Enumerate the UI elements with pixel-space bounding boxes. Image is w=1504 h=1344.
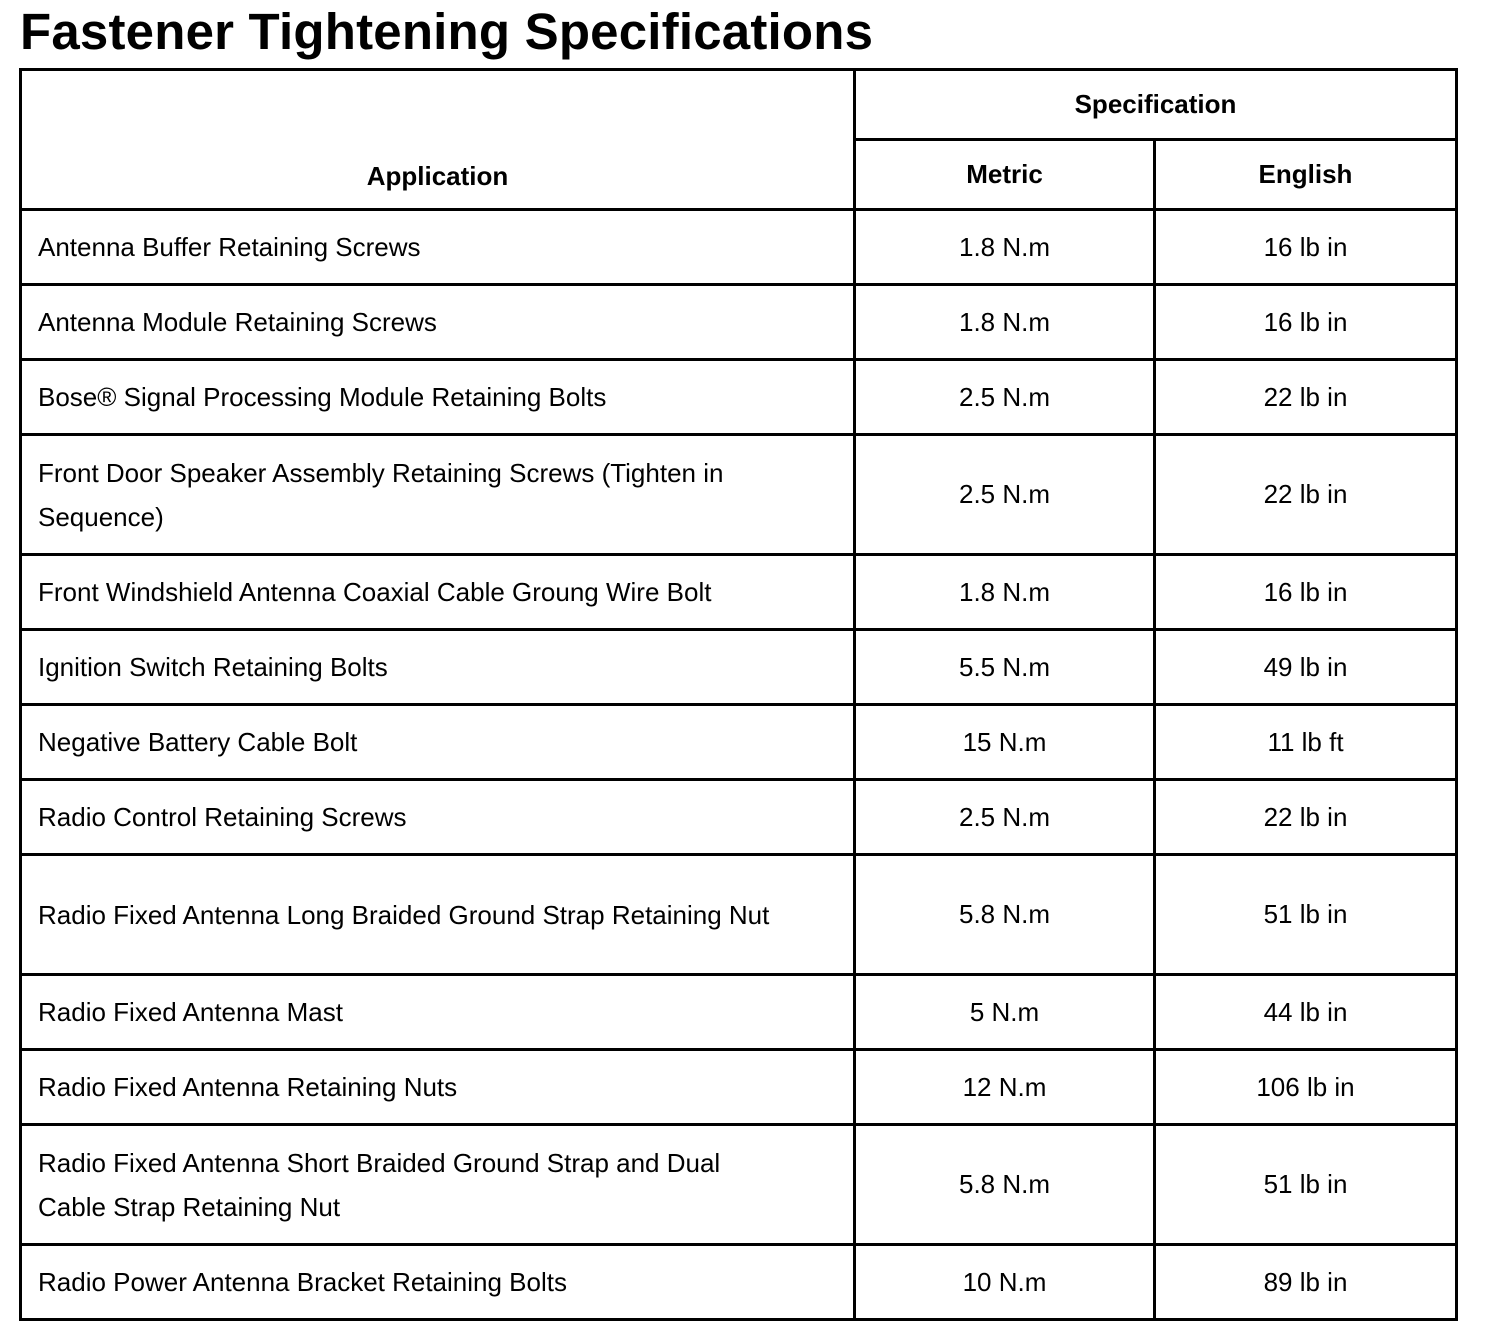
metric-cell: 5 N.m [855, 975, 1155, 1050]
english-cell: 22 lb in [1155, 435, 1457, 555]
english-header: English [1155, 140, 1457, 210]
english-cell: 11 lb ft [1155, 705, 1457, 780]
english-cell: 16 lb in [1155, 210, 1457, 285]
metric-header: Metric [855, 140, 1155, 210]
metric-cell: 2.5 N.m [855, 360, 1155, 435]
table-row [21, 630, 1457, 705]
metric-cell: 10 N.m [855, 1245, 1155, 1320]
table-row [21, 1125, 1457, 1245]
header-row [21, 70, 1457, 140]
application-cell: Negative Battery Cable Bolt [21, 705, 855, 780]
application-cell: Radio Power Antenna Bracket Retaining Bolts [21, 1245, 855, 1320]
metric-cell: 15 N.m [855, 705, 1155, 780]
metric-cell: 2.5 N.m [855, 435, 1155, 555]
table-row [21, 210, 1457, 285]
application-cell: Bose® Signal Processing Module Retaining Bolts [21, 360, 855, 435]
english-cell: 106 lb in [1155, 1050, 1457, 1125]
table-row [21, 1050, 1457, 1125]
metric-cell: 5.5 N.m [855, 630, 1155, 705]
table-row [21, 975, 1457, 1050]
application-cell: Radio Fixed Antenna Mast [21, 975, 855, 1050]
table-row [21, 285, 1457, 360]
metric-cell: 1.8 N.m [855, 285, 1155, 360]
application-header: Application [21, 70, 855, 210]
table-row [21, 435, 1457, 555]
english-cell: 51 lb in [1155, 855, 1457, 975]
application-cell: Ignition Switch Retaining Bolts [21, 630, 855, 705]
metric-cell: 5.8 N.m [855, 1125, 1155, 1245]
table-row [21, 360, 1457, 435]
table-row [21, 1245, 1457, 1320]
metric-cell: 1.8 N.m [855, 210, 1155, 285]
application-cell: Radio Control Retaining Screws [21, 780, 855, 855]
specification-header: Specification [855, 70, 1457, 140]
table-row [21, 855, 1457, 975]
metric-cell: 5.8 N.m [855, 855, 1155, 975]
application-cell: Radio Fixed Antenna Long Braided Ground Strap Retaining Nut [21, 855, 855, 975]
english-cell: 16 lb in [1155, 555, 1457, 630]
english-cell: 49 lb in [1155, 630, 1457, 705]
english-cell: 16 lb in [1155, 285, 1457, 360]
application-cell: Radio Fixed Antenna Short Braided Ground Strap and Dual Cable Strap Retaining Nut [21, 1125, 855, 1245]
english-cell: 51 lb in [1155, 1125, 1457, 1245]
metric-cell: 2.5 N.m [855, 780, 1155, 855]
application-cell: Radio Fixed Antenna Retaining Nuts [21, 1050, 855, 1125]
page-title: Fastener Tightening Specifications [20, 3, 874, 60]
english-cell: 22 lb in [1155, 360, 1457, 435]
application-cell: Front Windshield Antenna Coaxial Cable Groung Wire Bolt [21, 555, 855, 630]
table-row [21, 705, 1457, 780]
english-cell: 22 lb in [1155, 780, 1457, 855]
table-row [21, 555, 1457, 630]
english-cell: 44 lb in [1155, 975, 1457, 1050]
application-cell: Antenna Buffer Retaining Screws [21, 210, 855, 285]
english-cell: 89 lb in [1155, 1245, 1457, 1320]
spec-table [19, 68, 1458, 1321]
application-cell: Front Door Speaker Assembly Retaining Screws (Tighten in Sequence) [21, 435, 855, 555]
application-cell: Antenna Module Retaining Screws [21, 285, 855, 360]
table-row [21, 780, 1457, 855]
metric-cell: 12 N.m [855, 1050, 1155, 1125]
metric-cell: 1.8 N.m [855, 555, 1155, 630]
